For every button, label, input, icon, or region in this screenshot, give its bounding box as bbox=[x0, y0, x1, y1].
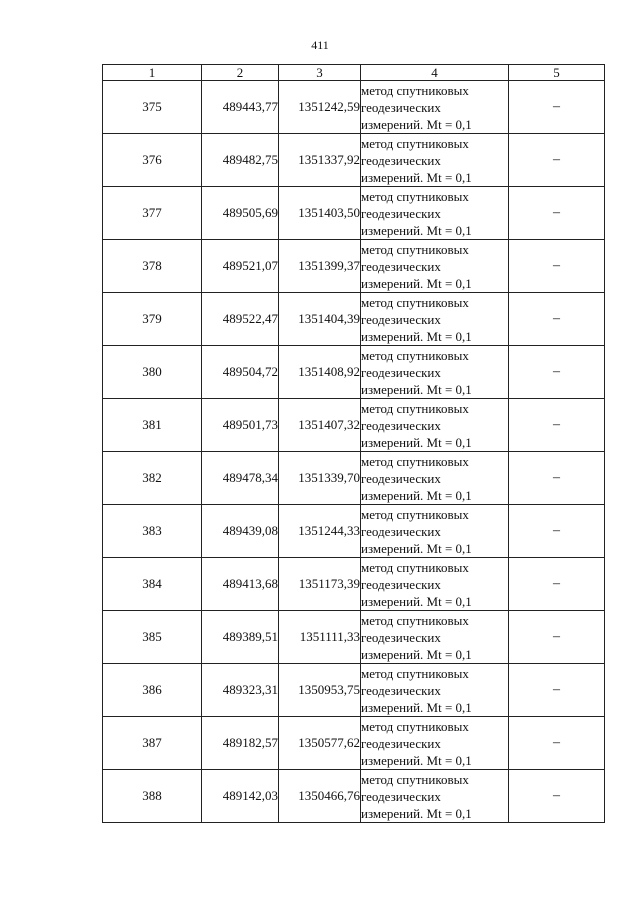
column-5-value: – bbox=[509, 134, 605, 187]
method-line: измерений. Mt = 0,1 bbox=[361, 487, 472, 503]
point-number: 376 bbox=[103, 134, 202, 187]
method-line: метод спутниковых bbox=[361, 347, 469, 363]
method-line: измерений. Mt = 0,1 bbox=[361, 752, 472, 768]
method-description bbox=[361, 134, 509, 187]
method-line: измерений. Mt = 0,1 bbox=[361, 646, 472, 662]
method-line: измерений. Mt = 0,1 bbox=[361, 540, 472, 556]
coordinate-y: 1351407,32 bbox=[279, 399, 361, 452]
method-line: метод спутниковых bbox=[361, 559, 469, 575]
method-line: метод спутниковых bbox=[361, 718, 469, 734]
coordinate-x: 489323,31 bbox=[202, 664, 279, 717]
column-5-value: – bbox=[509, 240, 605, 293]
method-description bbox=[361, 717, 509, 770]
table-row bbox=[103, 346, 605, 399]
coordinate-y: 1351244,33 bbox=[279, 505, 361, 558]
coordinates-table bbox=[102, 64, 605, 823]
method-description bbox=[361, 346, 509, 399]
method-line: метод спутниковых bbox=[361, 188, 469, 204]
method-line: геодезических bbox=[361, 735, 441, 751]
point-number: 377 bbox=[103, 187, 202, 240]
method-line: измерений. Mt = 0,1 bbox=[361, 699, 472, 715]
point-number: 385 bbox=[103, 611, 202, 664]
coordinate-x: 489482,75 bbox=[202, 134, 279, 187]
method-line: метод спутниковых bbox=[361, 135, 469, 151]
method-line: измерений. Mt = 0,1 bbox=[361, 222, 472, 238]
method-line: измерений. Mt = 0,1 bbox=[361, 169, 472, 185]
coordinate-y: 1351242,59 bbox=[279, 81, 361, 134]
method-line: геодезических bbox=[361, 523, 441, 539]
method-description bbox=[361, 452, 509, 505]
coordinate-x: 489142,03 bbox=[202, 770, 279, 823]
header-col-1: 1 bbox=[103, 65, 202, 81]
point-number: 387 bbox=[103, 717, 202, 770]
header-col-5: 5 bbox=[509, 65, 605, 81]
column-5-value: – bbox=[509, 399, 605, 452]
page-number: 411 bbox=[311, 38, 329, 52]
coordinate-y: 1351408,92 bbox=[279, 346, 361, 399]
point-number: 388 bbox=[103, 770, 202, 823]
method-line: измерений. Mt = 0,1 bbox=[361, 275, 472, 291]
column-5-value: – bbox=[509, 558, 605, 611]
point-number: 382 bbox=[103, 452, 202, 505]
method-line: измерений. Mt = 0,1 bbox=[361, 434, 472, 450]
method-line: геодезических bbox=[361, 364, 441, 380]
method-line: геодезических bbox=[361, 629, 441, 645]
table-row bbox=[103, 399, 605, 452]
coordinate-x: 489521,07 bbox=[202, 240, 279, 293]
coordinate-x: 489504,72 bbox=[202, 346, 279, 399]
method-line: метод спутниковых bbox=[361, 771, 469, 787]
point-number: 380 bbox=[103, 346, 202, 399]
method-line: геодезических bbox=[361, 152, 441, 168]
table-row bbox=[103, 664, 605, 717]
coordinate-x: 489443,77 bbox=[202, 81, 279, 134]
coordinate-x: 489505,69 bbox=[202, 187, 279, 240]
method-description bbox=[361, 664, 509, 717]
method-line: геодезических bbox=[361, 258, 441, 274]
coordinate-y: 1350577,62 bbox=[279, 717, 361, 770]
point-number: 386 bbox=[103, 664, 202, 717]
method-description bbox=[361, 399, 509, 452]
coordinate-x: 489478,34 bbox=[202, 452, 279, 505]
coordinate-x: 489389,51 bbox=[202, 611, 279, 664]
table-row bbox=[103, 293, 605, 346]
column-5-value: – bbox=[509, 346, 605, 399]
coordinate-y: 1351404,39 bbox=[279, 293, 361, 346]
column-5-value: – bbox=[509, 505, 605, 558]
method-line: метод спутниковых bbox=[361, 612, 469, 628]
method-line: измерений. Mt = 0,1 bbox=[361, 328, 472, 344]
header-row bbox=[103, 65, 605, 81]
table-row bbox=[103, 505, 605, 558]
method-description bbox=[361, 770, 509, 823]
method-line: измерений. Mt = 0,1 bbox=[361, 116, 472, 132]
method-description bbox=[361, 611, 509, 664]
column-5-value: – bbox=[509, 187, 605, 240]
column-5-value: – bbox=[509, 717, 605, 770]
column-5-value: – bbox=[509, 611, 605, 664]
header-col-3: 3 bbox=[279, 65, 361, 81]
table-row bbox=[103, 134, 605, 187]
header-col-2: 2 bbox=[202, 65, 279, 81]
coordinate-x: 489439,08 bbox=[202, 505, 279, 558]
method-description bbox=[361, 187, 509, 240]
method-line: геодезических bbox=[361, 205, 441, 221]
method-line: метод спутниковых bbox=[361, 453, 469, 469]
table-row bbox=[103, 240, 605, 293]
method-line: геодезических bbox=[361, 682, 441, 698]
method-line: метод спутниковых bbox=[361, 82, 469, 98]
table-row bbox=[103, 187, 605, 240]
coordinate-y: 1351337,92 bbox=[279, 134, 361, 187]
coordinate-x: 489413,68 bbox=[202, 558, 279, 611]
coordinate-y: 1351399,37 bbox=[279, 240, 361, 293]
method-line: измерений. Mt = 0,1 bbox=[361, 593, 472, 609]
column-5-value: – bbox=[509, 81, 605, 134]
method-line: геодезических bbox=[361, 417, 441, 433]
coordinate-x: 489501,73 bbox=[202, 399, 279, 452]
method-line: измерений. Mt = 0,1 bbox=[361, 805, 472, 821]
method-line: метод спутниковых bbox=[361, 665, 469, 681]
coordinate-y: 1351111,33 bbox=[279, 611, 361, 664]
point-number: 378 bbox=[103, 240, 202, 293]
table-row bbox=[103, 770, 605, 823]
method-description bbox=[361, 293, 509, 346]
table-row bbox=[103, 81, 605, 134]
table-row bbox=[103, 611, 605, 664]
column-5-value: – bbox=[509, 293, 605, 346]
method-line: метод спутниковых bbox=[361, 506, 469, 522]
method-description bbox=[361, 505, 509, 558]
method-line: геодезических bbox=[361, 576, 441, 592]
coordinate-y: 1351173,39 bbox=[279, 558, 361, 611]
coordinate-x: 489182,57 bbox=[202, 717, 279, 770]
method-description bbox=[361, 558, 509, 611]
header-col-4: 4 bbox=[361, 65, 509, 81]
coordinate-y: 1351339,70 bbox=[279, 452, 361, 505]
method-line: геодезических bbox=[361, 788, 441, 804]
method-description bbox=[361, 81, 509, 134]
method-line: метод спутниковых bbox=[361, 241, 469, 257]
method-line: геодезических bbox=[361, 470, 441, 486]
table-row bbox=[103, 558, 605, 611]
method-line: геодезических bbox=[361, 99, 441, 115]
table-row bbox=[103, 717, 605, 770]
method-description bbox=[361, 240, 509, 293]
point-number: 384 bbox=[103, 558, 202, 611]
point-number: 379 bbox=[103, 293, 202, 346]
method-line: метод спутниковых bbox=[361, 400, 469, 416]
column-5-value: – bbox=[509, 664, 605, 717]
point-number: 375 bbox=[103, 81, 202, 134]
table-row bbox=[103, 452, 605, 505]
method-line: метод спутниковых bbox=[361, 294, 469, 310]
point-number: 383 bbox=[103, 505, 202, 558]
coordinate-y: 1350953,75 bbox=[279, 664, 361, 717]
column-5-value: – bbox=[509, 770, 605, 823]
method-line: измерений. Mt = 0,1 bbox=[361, 381, 472, 397]
column-5-value: – bbox=[509, 452, 605, 505]
point-number: 381 bbox=[103, 399, 202, 452]
coordinate-x: 489522,47 bbox=[202, 293, 279, 346]
coordinate-y: 1350466,76 bbox=[279, 770, 361, 823]
method-line: геодезических bbox=[361, 311, 441, 327]
coordinate-y: 1351403,50 bbox=[279, 187, 361, 240]
